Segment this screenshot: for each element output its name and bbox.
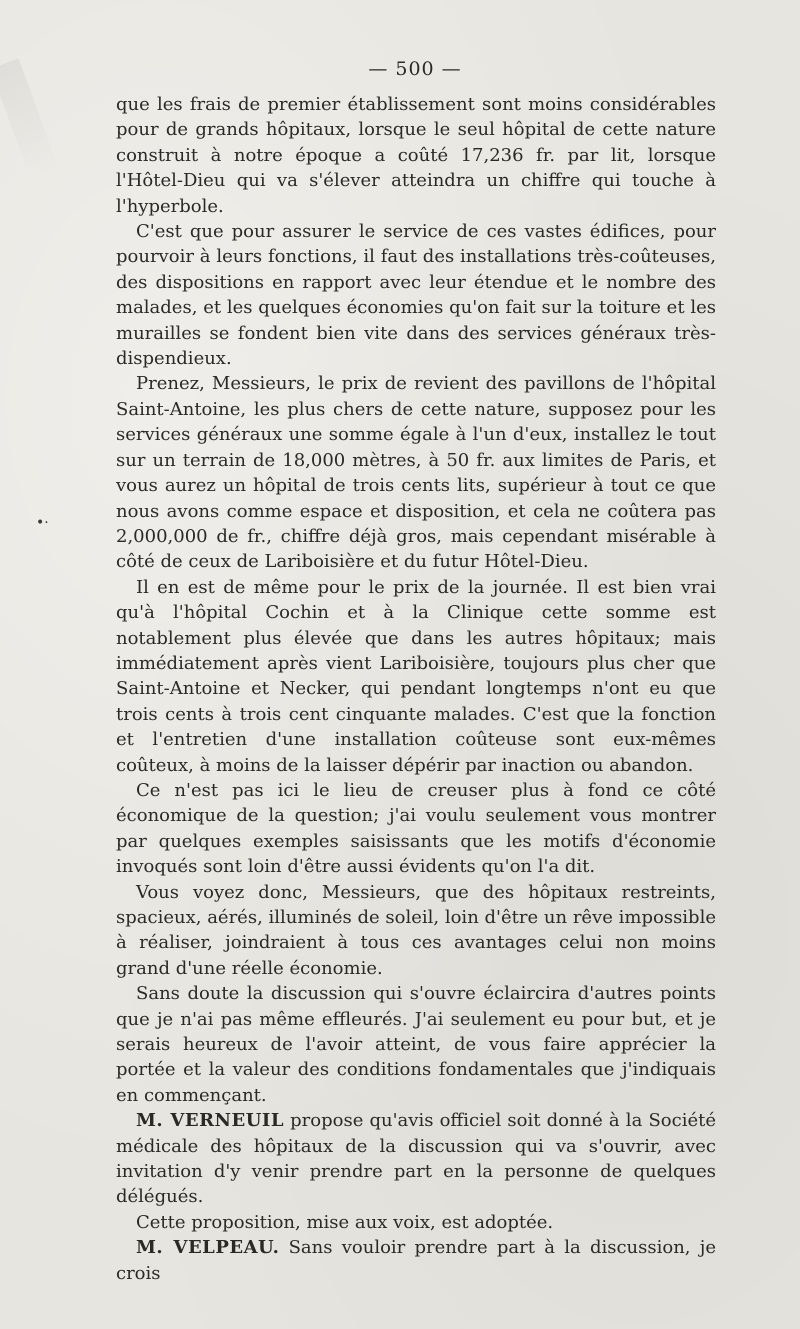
page-number: — 500 — [368,58,462,80]
body-text [116,92,716,1286]
paragraph-text: Cette proposition, mise aux voix, est adoptée. [136,1211,554,1233]
paragraph [116,778,716,880]
paragraph [116,1235,716,1286]
paragraph [116,981,716,1108]
paragraph [116,575,716,778]
paragraph-text: que les frais de premier établissement sont moins considérables pour de grands hôpitaux, lorsque le seul hôpital de cette nature construit à notre époque a coûté 17,236 fr. par lit, lorsque l'Hôtel-Dieu qui va s'élever atteindra un chiffre qui touche à l'hyperbole. [116,94,716,217]
paragraph-text: Sans vouloir prendre part à la discussion, je crois [116,1237,716,1284]
paragraph-text: Sans doute la discussion qui s'ouvre éclaircira d'autres points que je n'ai pas même effleurés. J'ai seulement eu pour but, et je serais heureux de l'avoir atteint, de vous faire apprécier la portée et la valeur des conditions fondamentales que j'indiquais en commençant. [116,983,716,1106]
paragraph-text: Il en est de même pour le prix de la journée. Il est bien vrai qu'à l'hôpital Cochin et à la Clinique cette somme est notablement plus élevée que dans les autres hôpitaux; mais immédiatement après vient Lariboisière, toujours plus cher que Saint-Antoine et Necker, qui pendant longtemps n'ont eu que trois cents à trois cent cinquante malades. C'est que la fonction et l'entretien d'une installation coûteuse sont eux-mêmes coûteux, à moins de la laisser dépérir par inaction ou abandon. [116,576,716,776]
paragraph [116,92,716,219]
paragraph-text: Prenez, Messieurs, le prix de revient des pavillons de l'hôpital Saint-Antoine, les plus chers de cette nature, supposez pour les services généraux une somme égale à l'un d'eux, installez le tout sur un terrain de 18,000 mètres, à 50 fr. aux limites de Paris, et vous aurez un hôpital de trois cents lits, supérieur à tout ce que nous avons comme espace et disposition, et cela ne coûtera pas 2,000,000 de fr., chiffre déjà gros, mais cependant misérable à côté de ceux de Lariboisière et du futur Hôtel-Dieu. [116,373,716,573]
paragraph [116,371,716,574]
paragraph-text: Ce n'est pas ici le lieu de creuser plus à fond ce côté économique de la question; j'ai voulu seulement vous montrer par quelques exemples saisissants que les motifs d'économie invoqués sont loin d'être aussi évidents qu'on l'a dit. [116,779,716,878]
speaker-name: M. VELPEAU. [136,1237,280,1259]
speaker-name: M. VERNEUIL [136,1110,284,1132]
paragraph [116,880,716,982]
paragraph-text: propose qu'avis officiel soit donné à la Société médicale des hôpitaux de la discussion qui va s'ouvrir, avec invitation d'y venir prendre part en la personne de quelques délégués. [116,1110,716,1208]
margin-mark-icon: •· [36,515,49,531]
paragraph [116,1210,716,1235]
paragraph [116,219,716,371]
paragraph-text: C'est que pour assurer le service de ces vastes édifices, pour pourvoir à leurs fonctions, il faut des installations très-coûteuses, des dispositions en rapport avec leur étendue et le nombre des malades, et les quelques économies qu'on fait sur la toiture et les murailles se fondent bien vite dans des services généraux très-dispendieux. [116,221,716,370]
paragraph-text: Vous voyez donc, Messieurs, que des hôpitaux restreints, spacieux, aérés, illuminés de soleil, loin d'être un rêve impossible à réaliser, joindraient à tous ces avantages celui non moins grand d'une réelle économie. [116,881,716,979]
paragraph [116,1108,716,1210]
